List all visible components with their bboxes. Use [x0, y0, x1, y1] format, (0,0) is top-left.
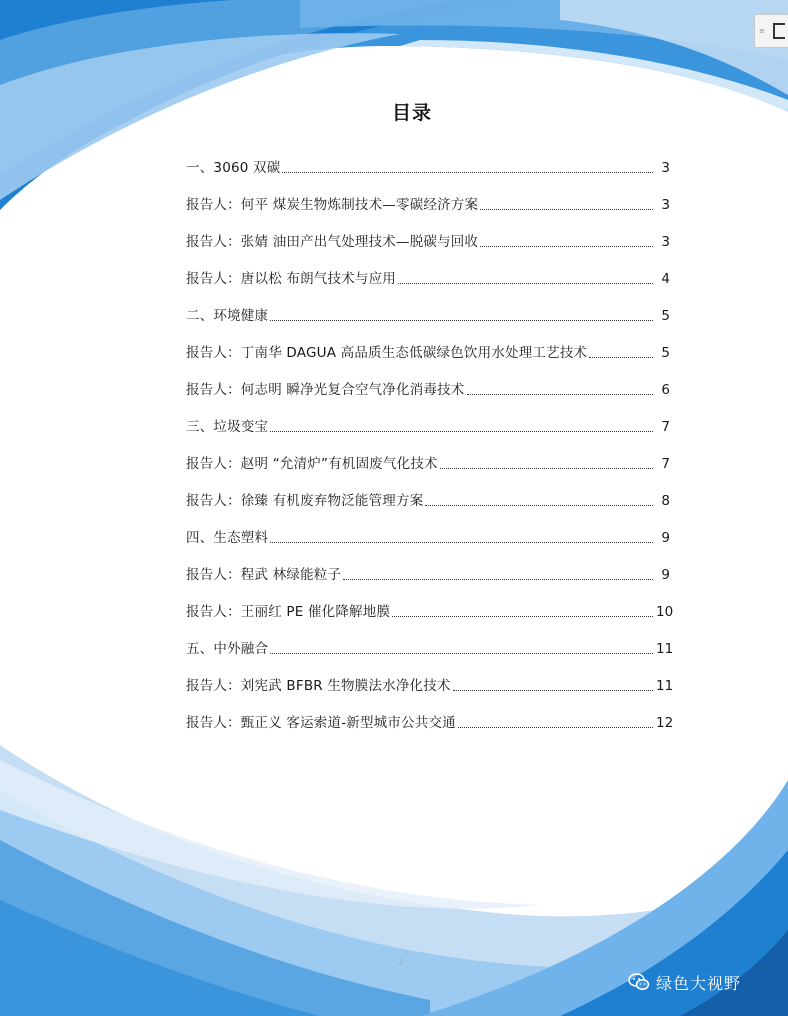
- page-title: 目录: [391, 102, 432, 124]
- toc-dot-leader: [589, 357, 653, 358]
- toc-entry-label: 报告人：赵明 “允清炉”有机固废气化技术: [186, 456, 438, 472]
- toc-entry-page: 11: [656, 678, 674, 694]
- toc-dot-leader: [270, 653, 653, 654]
- toc-entry[interactable]: [186, 695, 674, 732]
- toc-entry-label: 报告人：程武 林绿能粒子: [186, 567, 342, 583]
- toc-dot-leader: [458, 727, 653, 728]
- toc-entry[interactable]: [186, 436, 670, 473]
- toc-entry[interactable]: [186, 214, 670, 251]
- toc-entry-label: 五、中外融合: [186, 641, 269, 657]
- toc-entry[interactable]: [186, 362, 670, 399]
- toc-dot-leader: [343, 579, 653, 580]
- watermark-text: 绿色大视野: [656, 973, 742, 993]
- toc-entry[interactable]: [186, 399, 670, 436]
- toc-dot-leader: [453, 690, 653, 691]
- toc-entry-label: 报告人：何志明 瞬净光复合空气净化消毒技术: [186, 382, 465, 398]
- toc-entry-page: 3: [661, 197, 670, 213]
- toc-entry-page: 11: [656, 641, 674, 657]
- toc-entry[interactable]: [186, 547, 670, 584]
- toc-dot-leader: [392, 616, 653, 617]
- toc-dot-leader: [440, 468, 653, 469]
- toc-dot-leader: [467, 394, 654, 395]
- toc-entry[interactable]: [186, 140, 670, 177]
- toc-entry-label: 报告人：甄正义 客运索道-新型城市公共交通: [186, 715, 456, 731]
- toc-entry-label: 报告人：何平 煤炭生物炼制技术—零碳经济方案: [186, 197, 479, 213]
- toc-entry-page: 7: [661, 456, 670, 472]
- page-number: 2: [398, 958, 404, 968]
- watermark: [628, 970, 741, 994]
- toc-dot-leader: [270, 320, 653, 321]
- toc-entry-page: 4: [661, 271, 670, 287]
- toc-entry-page: 9: [661, 530, 670, 546]
- toc-entry-page: 10: [656, 604, 674, 620]
- table-of-contents: [186, 140, 674, 732]
- toc-dot-leader: [398, 283, 653, 284]
- toc-entry[interactable]: [186, 584, 674, 621]
- toc-entry-label: 一、3060 双碳: [186, 160, 281, 176]
- toc-entry-label: 四、生态塑料: [186, 530, 269, 546]
- toc-dot-leader: [425, 505, 653, 506]
- toc-entry[interactable]: [186, 473, 670, 510]
- toc-dot-leader: [480, 246, 653, 247]
- toc-entry[interactable]: [186, 658, 674, 695]
- toc-entry[interactable]: [186, 251, 670, 288]
- toc-entry[interactable]: [186, 325, 670, 362]
- toc-entry-page: 7: [661, 419, 670, 435]
- toc-entry-label: 报告人：张婧 油田产出气处理技术—脱碳与回收: [186, 234, 479, 250]
- toc-entry-page: 3: [661, 160, 670, 176]
- toc-entry-page: 9: [661, 567, 670, 583]
- menu-lines-icon: ≡: [759, 27, 765, 35]
- toc-dot-leader: [480, 209, 653, 210]
- toc-entry-label: 三、垃圾变宝: [186, 419, 269, 435]
- toc-dot-leader: [270, 431, 653, 432]
- toc-entry-page: 3: [661, 234, 670, 250]
- toc-entry-page: 6: [661, 382, 670, 398]
- toc-dot-leader: [270, 542, 653, 543]
- wechat-icon: [628, 972, 650, 992]
- toc-entry-page: 5: [661, 345, 670, 361]
- toc-entry-label: 报告人：丁南华 DAGUA 高品质生态低碳绿色饮用水处理工艺技术: [186, 345, 588, 361]
- toc-entry-page: 8: [661, 493, 670, 509]
- toc-entry-label: 报告人：唐以松 布朗气技术与应用: [186, 271, 396, 287]
- toc-entry-label: 报告人：王丽红 PE 催化降解地膜: [186, 604, 391, 620]
- toc-entry[interactable]: [186, 177, 670, 214]
- toc-entry-page: 5: [661, 308, 670, 324]
- toc-entry[interactable]: [186, 288, 670, 325]
- expand-icon: [773, 23, 785, 39]
- toc-entry-page: 12: [656, 715, 674, 731]
- toc-entry[interactable]: [186, 621, 674, 658]
- toc-entry-label: 报告人：刘宪武 BFBR 生物膜法水净化技术: [186, 678, 451, 694]
- toc-dot-leader: [282, 172, 653, 173]
- toc-entry-label: 二、环境健康: [186, 308, 269, 324]
- toc-entry[interactable]: [186, 510, 670, 547]
- toc-entry-label: 报告人：徐臻 有机废弃物泛能管理方案: [186, 493, 424, 509]
- expand-button[interactable]: [754, 14, 788, 48]
